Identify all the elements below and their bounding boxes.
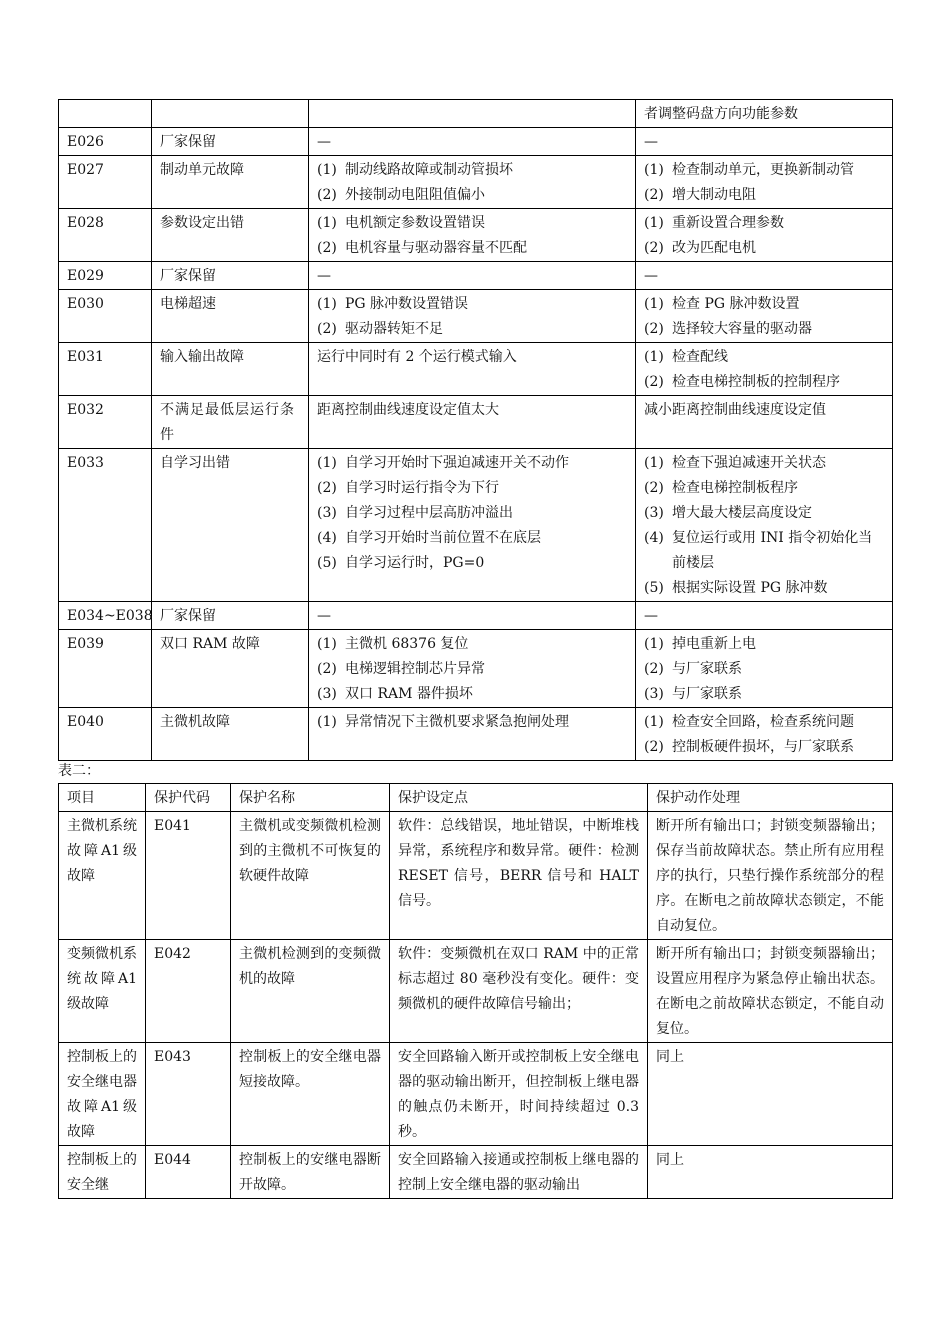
table-row (59, 128, 893, 156)
list-text: 自学习开始时当前位置不在底层 (345, 530, 541, 546)
fault-causes (309, 602, 636, 630)
protection-setpoint: 软件：变频微机在双口 RAM 中的正常标志超过 80 毫秒没有变化。硬件：变频微机的硬件故障信号输出； (390, 940, 648, 1043)
fault-causes (309, 708, 636, 761)
list-number: (2) (644, 480, 664, 496)
fault-code: E031 (59, 343, 152, 396)
list-item (644, 710, 884, 735)
fault-code: E030 (59, 290, 152, 343)
list-text: 检查安全回路，检查系统问题 (672, 714, 854, 730)
list-number: (2) (317, 661, 337, 677)
protection-table-2-body (59, 812, 893, 1199)
cell-text: — (317, 134, 331, 150)
list-number: (1) (644, 296, 664, 312)
fault-code: E033 (59, 449, 152, 602)
cell-text: — (317, 608, 331, 624)
cell-text: — (317, 268, 331, 284)
fault-fixes (636, 100, 893, 128)
fault-fixes (636, 630, 893, 708)
list-number: (1) (644, 714, 664, 730)
header-name: 保护名称 (231, 784, 390, 812)
fault-name: 电梯超速 (152, 290, 309, 343)
list-text: 自学习时运行指令为下行 (345, 480, 499, 496)
table-row (59, 708, 893, 761)
list-text: 增大制动电阻 (672, 187, 756, 203)
table-2-header-row (59, 784, 893, 812)
list-number: (1) (317, 296, 337, 312)
list-text: 电机容量与驱动器容量不匹配 (345, 240, 527, 256)
cell-text: — (644, 134, 658, 150)
list-text: 电梯逻辑控制芯片异常 (345, 661, 485, 677)
list-item (644, 183, 884, 208)
list-text: 主微机 68376 复位 (345, 636, 469, 652)
list-number: (2) (317, 187, 337, 203)
fault-causes (309, 100, 636, 128)
list-number: (1) (644, 455, 664, 471)
list-number: (3) (644, 686, 664, 702)
table-row (59, 1146, 893, 1199)
header-setpoint: 保护设定点 (390, 784, 648, 812)
fault-name: 自学习出错 (152, 449, 309, 602)
list-item (317, 501, 627, 526)
fault-causes (309, 262, 636, 290)
protection-setpoint: 安全回路输入接通或控制板上继电器的控制上安全继电器的驱动输出 (390, 1146, 648, 1199)
list-item (317, 476, 627, 501)
fault-causes (309, 128, 636, 156)
list-number: (1) (644, 162, 664, 178)
protection-setpoint: 安全回路输入断开或控制板上安全继电器的驱动输出断开，但控制板上继电器的触点仍未断开，时间持续超过 0.3 秒。 (390, 1043, 648, 1146)
fault-fixes (636, 602, 893, 630)
list-text: 与厂家联系 (672, 686, 742, 702)
fault-table-1-body (59, 100, 893, 761)
list-number: (2) (644, 187, 664, 203)
fault-code: E034~E038 (59, 602, 152, 630)
protection-code: E043 (146, 1043, 231, 1146)
cell-text: 者调整码盘方向功能参数 (644, 106, 798, 122)
list-item (644, 576, 884, 601)
list-text: 检查配线 (672, 349, 728, 365)
fault-fixes (636, 708, 893, 761)
table-2-caption: 表二： (58, 763, 100, 779)
list-item (317, 682, 627, 707)
list-item (644, 501, 884, 526)
list-text: 检查制动单元，更换新制动管 (672, 162, 854, 178)
list-number: (4) (317, 530, 337, 546)
list-number: (1) (644, 636, 664, 652)
fault-code: E040 (59, 708, 152, 761)
list-item (317, 317, 627, 342)
list-number: (2) (644, 321, 664, 337)
list-number: (4) (644, 530, 664, 546)
list-number: (1) (317, 636, 337, 652)
table-row (59, 156, 893, 209)
fault-causes (309, 396, 636, 449)
protection-item: 变频微机系统故障A1级故障 (59, 940, 146, 1043)
protection-name: 主微机检测到的变频微机的故障 (231, 940, 390, 1043)
cell-text: 距离控制曲线速度设定值太大 (317, 402, 499, 418)
protection-setpoint: 软件：总线错误，地址错误，中断堆栈异常，系统程序和数异常。硬件：检测 RESET 信号，BERR 信号和 HALT 信号。 (390, 812, 648, 940)
list-item (644, 317, 884, 342)
list-number: (2) (644, 240, 664, 256)
table-row (59, 602, 893, 630)
list-text: 检查电梯控制板程序 (672, 480, 798, 496)
list-text: 重新设置合理参数 (672, 215, 784, 231)
fault-code: E039 (59, 630, 152, 708)
list-item (644, 211, 884, 236)
list-text: 改为匹配电机 (672, 240, 756, 256)
fault-code (59, 100, 152, 128)
list-item (317, 657, 627, 682)
list-number: (5) (317, 555, 337, 571)
fault-fixes (636, 262, 893, 290)
list-number: (2) (644, 374, 664, 390)
list-item (317, 526, 627, 551)
list-item (644, 345, 884, 370)
list-number: (2) (644, 739, 664, 755)
list-text: 自学习运行时，PG=0 (345, 555, 485, 571)
list-number: (2) (317, 480, 337, 496)
list-number: (1) (317, 714, 337, 730)
list-number: (2) (644, 661, 664, 677)
list-item (317, 710, 627, 735)
list-text: 异常情况下主微机要求紧急抱闸处理 (345, 714, 569, 730)
list-item (644, 735, 884, 760)
list-item (644, 236, 884, 261)
protection-code: E044 (146, 1146, 231, 1199)
table-row (59, 396, 893, 449)
protection-action: 同上 (648, 1043, 893, 1146)
list-number: (1) (317, 455, 337, 471)
list-number: (2) (317, 321, 337, 337)
list-text: 自学习过程中层高肪冲溢出 (345, 505, 513, 521)
list-text: 与厂家联系 (672, 661, 742, 677)
fault-name: 参数设定出错 (152, 209, 309, 262)
list-text: 检查 PG 脉冲数设置 (672, 296, 800, 312)
list-text: 制动线路故障或制动管损坏 (345, 162, 513, 178)
fault-table-1 (58, 99, 893, 761)
protection-code: E042 (146, 940, 231, 1043)
fault-name: 主微机故障 (152, 708, 309, 761)
list-text: 掉电重新上电 (672, 636, 756, 652)
list-number: (5) (644, 580, 664, 596)
fault-causes (309, 209, 636, 262)
fault-code: E029 (59, 262, 152, 290)
table-row (59, 100, 893, 128)
list-text: 检查下强迫减速开关状态 (672, 455, 826, 471)
fault-causes (309, 449, 636, 602)
list-item (317, 292, 627, 317)
list-item (644, 526, 884, 576)
list-item (644, 292, 884, 317)
table-row (59, 343, 893, 396)
table-row (59, 812, 893, 940)
list-text: 复位运行或用 INI 指令初始化当前楼层 (672, 530, 873, 571)
cell-text: 减小距离控制曲线速度设定值 (644, 402, 826, 418)
cell-text: 运行中同时有 2 个运行模式输入 (317, 349, 517, 365)
fault-code: E027 (59, 156, 152, 209)
header-code: 保护代码 (146, 784, 231, 812)
fault-causes (309, 156, 636, 209)
fault-name: 输入输出故障 (152, 343, 309, 396)
protection-code: E041 (146, 812, 231, 940)
fault-code: E032 (59, 396, 152, 449)
list-text: 选择较大容量的驱动器 (672, 321, 812, 337)
list-item (644, 682, 884, 707)
list-text: 根据实际设置 PG 脉冲数 (672, 580, 828, 596)
fault-fixes (636, 156, 893, 209)
header-action: 保护动作处理 (648, 784, 893, 812)
list-text: 外接制动电阻阻值偏小 (345, 187, 485, 203)
protection-item: 主微机系统故障A1级故障 (59, 812, 146, 940)
table-row (59, 290, 893, 343)
fault-fixes (636, 449, 893, 602)
fault-name: 厂家保留 (152, 262, 309, 290)
list-item (644, 158, 884, 183)
list-text: 检查电梯控制板的控制程序 (672, 374, 840, 390)
header-item: 项目 (59, 784, 146, 812)
protection-name: 主微机或变频微机检测到的主微机不可恢复的软硬件故障 (231, 812, 390, 940)
fault-causes (309, 343, 636, 396)
fault-fixes (636, 396, 893, 449)
list-number: (3) (644, 505, 664, 521)
protection-item: 控制板上的安全继电器故障A1级故障 (59, 1043, 146, 1146)
list-text: 双口 RAM 器件损坏 (345, 686, 473, 702)
list-text: PG 脉冲数设置错误 (345, 296, 469, 312)
list-item (317, 632, 627, 657)
fault-name: 双口 RAM 故障 (152, 630, 309, 708)
fault-name: 不满足最低层运行条件 (152, 396, 309, 449)
table-row (59, 940, 893, 1043)
protection-table-2 (58, 783, 893, 1199)
list-number: (1) (317, 162, 337, 178)
list-item (317, 211, 627, 236)
list-text: 电机额定参数设置错误 (345, 215, 485, 231)
protection-action: 同上 (648, 1146, 893, 1199)
table-row (59, 449, 893, 602)
list-number: (1) (644, 349, 664, 365)
list-text: 控制板硬件损坏，与厂家联系 (672, 739, 854, 755)
list-item (644, 451, 884, 476)
protection-action: 断开所有输出口；封锁变频器输出；设置应用程序为紧急停止输出状态。在断电之前故障状态锁定，不能自动复位。 (648, 940, 893, 1043)
list-text: 增大最大楼层高度设定 (672, 505, 812, 521)
fault-fixes (636, 128, 893, 156)
cell-text: — (644, 268, 658, 284)
fault-code: E026 (59, 128, 152, 156)
list-item (317, 183, 627, 208)
fault-name (152, 100, 309, 128)
fault-name: 厂家保留 (152, 602, 309, 630)
cell-text: — (644, 608, 658, 624)
list-item (317, 451, 627, 476)
list-item (317, 158, 627, 183)
fault-name: 制动单元故障 (152, 156, 309, 209)
list-item (644, 657, 884, 682)
fault-causes (309, 290, 636, 343)
table-row (59, 262, 893, 290)
list-number: (3) (317, 505, 337, 521)
list-item (644, 632, 884, 657)
protection-name: 控制板上的安继电器断开故障。 (231, 1146, 390, 1199)
fault-fixes (636, 209, 893, 262)
list-text: 自学习开始时下强迫减速开关不动作 (345, 455, 569, 471)
list-item (317, 551, 627, 576)
list-item (317, 236, 627, 261)
table-row (59, 209, 893, 262)
fault-causes (309, 630, 636, 708)
table-row (59, 630, 893, 708)
protection-item: 控制板上的安全继 (59, 1146, 146, 1199)
list-number: (2) (317, 240, 337, 256)
table-row (59, 1043, 893, 1146)
list-number: (1) (644, 215, 664, 231)
list-item (644, 370, 884, 395)
list-text: 驱动器转矩不足 (345, 321, 443, 337)
list-item (644, 476, 884, 501)
list-number: (3) (317, 686, 337, 702)
list-number: (1) (317, 215, 337, 231)
fault-fixes (636, 290, 893, 343)
fault-name: 厂家保留 (152, 128, 309, 156)
fault-fixes (636, 343, 893, 396)
protection-action: 断开所有输出口；封锁变频器输出；保存当前故障状态。禁止所有应用程序的执行，只垫行操作系统部分的程序。在断电之前故障状态锁定，不能自动复位。 (648, 812, 893, 940)
protection-name: 控制板上的安全继电器短接故障。 (231, 1043, 390, 1146)
fault-code: E028 (59, 209, 152, 262)
